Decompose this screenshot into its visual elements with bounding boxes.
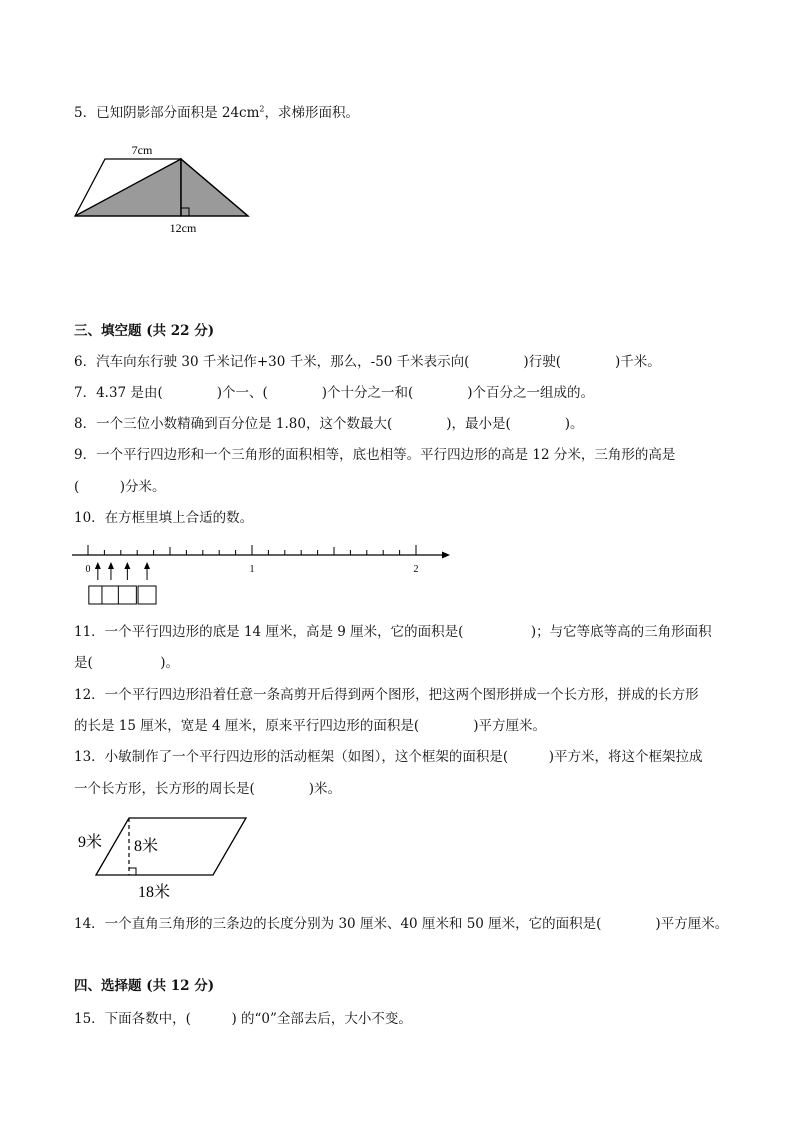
question-15: 15．下面各数中，( ) 的“0”全部去后，大小不变。 — [74, 1011, 412, 1027]
answer-arrow-4 — [144, 562, 150, 580]
question-11-line-2: 是( )。 — [74, 655, 180, 671]
label-0: 0 — [85, 564, 91, 575]
arrow-head — [124, 562, 130, 569]
question-13-line-2: 一个长方形，长方形的周长是( )米。 — [74, 781, 342, 797]
trapezoid-figure — [60, 136, 260, 238]
answer-box-2[interactable] — [102, 586, 120, 604]
axis-arrowhead — [442, 552, 450, 559]
answer-arrow-3 — [124, 562, 130, 580]
label-2: 2 — [413, 564, 419, 575]
side-label: 9米 — [78, 834, 103, 851]
question-8: 8．一个三位小数精确到百分位是 1.80，这个数最大( )，最小是( )。 — [74, 416, 584, 432]
question-7: 7．4.37 是由( )个一、( )个十分之一和( )个百分之一组成的。 — [74, 385, 595, 401]
question-6: 6．汽车向东行驶 30 千米记作+30 千米，那么，-50 千米表示向( )行驶( )千米。 — [74, 354, 661, 370]
right-angle-mark — [129, 868, 136, 875]
number-line-figure — [60, 538, 460, 610]
question-13-line-1: 13．小敏制作了一个平行四边形的活动框架（如图），这个框架的面积是( )平方米，将这个框架拉成 — [74, 749, 703, 765]
parallelogram-figure — [74, 810, 254, 902]
top-base-label: 7cm — [131, 143, 153, 157]
answer-arrow-2 — [108, 562, 114, 580]
question-11-line-1: 11．一个平行四边形的底是 14 厘米，高是 9 厘米，它的面积是( )；与它等底等高的三角形面积 — [74, 624, 712, 640]
arrow-head — [108, 562, 114, 569]
bottom-base-label: 12cm — [169, 221, 197, 235]
q5-superscript: 2 — [259, 104, 265, 114]
arrow-head — [95, 562, 101, 569]
section-4-heading: 四、选择题 (共 12 分) — [74, 978, 215, 994]
question-9-line-1: 9．一个平行四边形和一个三角形的面积相等，底也相等。平行四边形的高是 12 分米，三角形的高是 — [74, 447, 676, 463]
parallelogram-outline — [96, 818, 246, 875]
arrow-head — [144, 562, 150, 569]
answer-box-3[interactable] — [118, 586, 136, 604]
q5-text-before: 5．已知阴影部分面积是 24cm — [74, 105, 260, 121]
answer-box-4[interactable] — [138, 586, 156, 604]
question-9-line-2: ( )分米。 — [74, 479, 166, 495]
q5-text-after: ，求梯形面积。 — [264, 105, 360, 121]
question-12-line-2: 的长是 15 厘米，宽是 4 厘米，原来平行四边形的面积是( )平方厘米。 — [74, 718, 546, 734]
base-label: 18米 — [138, 884, 171, 901]
question-14: 14．一个直角三角形的三条边的长度分别为 30 厘米、40 厘米和 50 厘米，它的面积是( )平方厘米。 — [74, 916, 729, 932]
section-3-heading: 三、填空题 (共 22 分) — [74, 323, 215, 339]
shaded-triangle-left — [75, 159, 181, 216]
question-10: 10．在方框里填上合适的数。 — [74, 510, 254, 526]
answer-arrow-1 — [95, 562, 101, 580]
question-12-line-1: 12．一个平行四边形沿着任意一条高剪开后得到两个图形，把这两个图形拼成一个长方形，拼成的长方形 — [74, 687, 699, 703]
height-label: 8米 — [134, 838, 159, 855]
question-5 — [74, 104, 359, 122]
label-1: 1 — [249, 564, 255, 575]
